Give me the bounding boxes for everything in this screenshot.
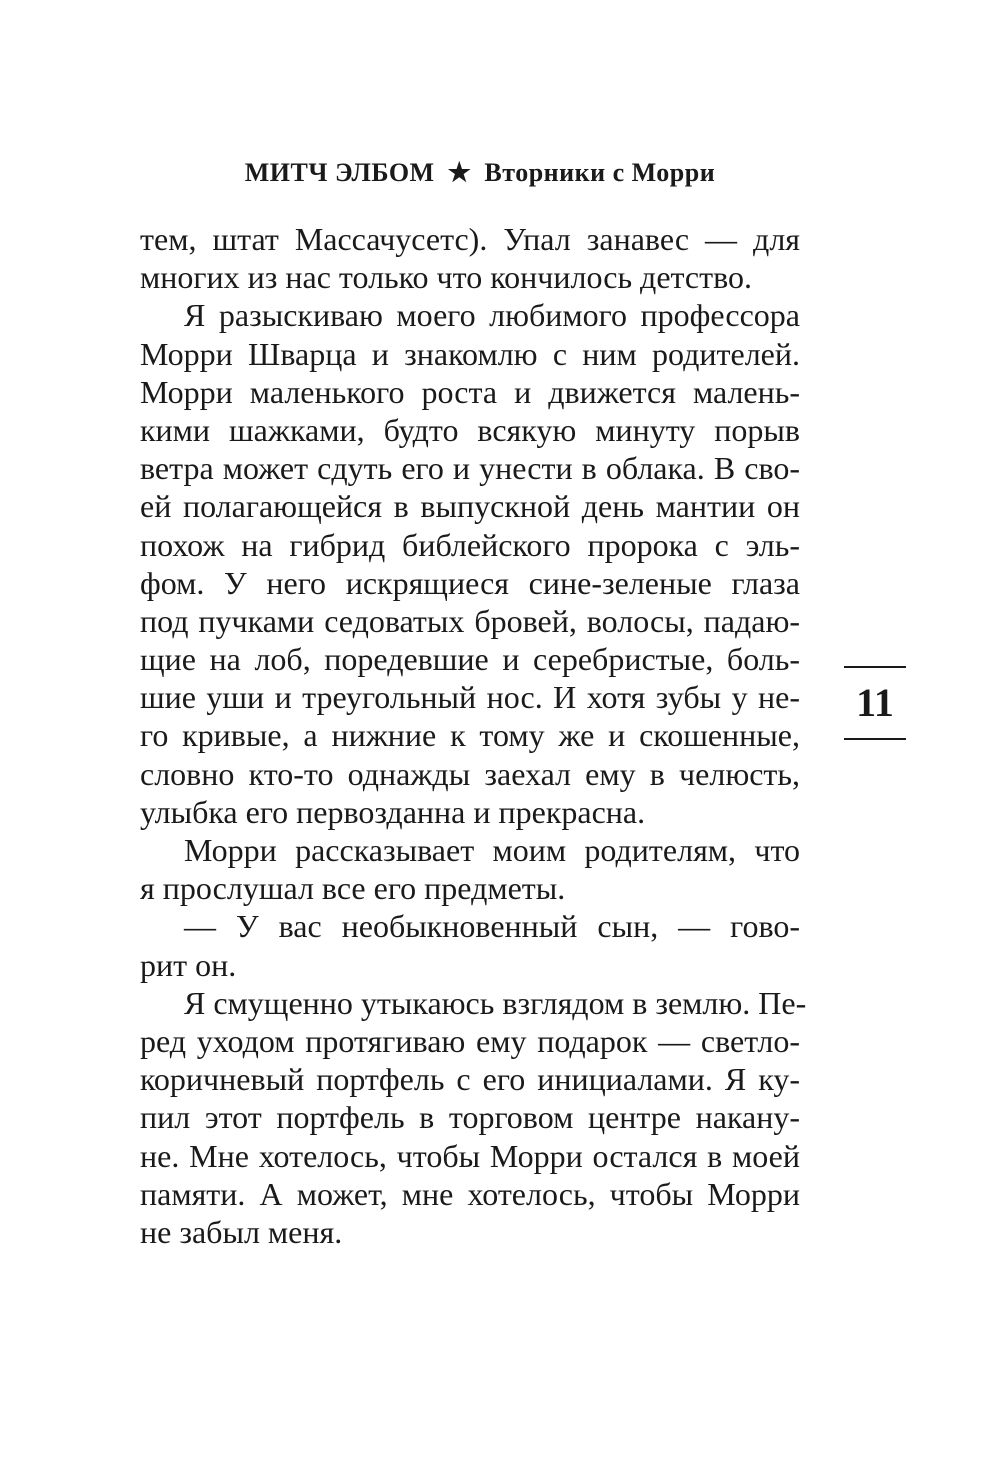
text-line: улыбка его первозданна и прекрасна. [140,793,646,830]
text-line: не забыл меня. [140,1213,343,1250]
text-line: — У вас необыкновенный сын, — гово- [184,908,800,945]
text-line: Морри маленького роста и движется малень- [140,373,800,410]
text-line: ред уходом протягиваю ему подарок — светло- [140,1022,800,1059]
page-number: 11 [856,680,894,725]
text-line: щие на лоб, поредевшие и серебристые, боль- [140,641,800,678]
text-line: памяти. А может, мне хотелось, чтобы Морри [140,1175,800,1212]
running-head [140,158,820,188]
star-icon: ★ [447,158,472,187]
header-title: Вторники с Морри [484,158,716,187]
text-line: тем, штат Массачусетс). Упал занавес — для [140,221,800,257]
text-line: рит он. [140,946,237,983]
text-line: Я разыскиваю моего любимого профессора [184,297,800,334]
text-line: Я смущенно утыкаюсь взглядом в землю. Пе- [184,984,807,1021]
text-line: я прослушал все его предметы. [140,870,566,907]
page-folio [844,666,906,740]
text-line: шие уши и треугольный нос. И хотя зубы у не- [140,679,800,716]
folio-bottom-rule [844,738,906,740]
body-text [140,220,807,1251]
text-line: коричневый портфель с его инициалами. Я ку- [140,1061,800,1098]
header-author: МИТЧ ЭЛБОМ [244,158,435,187]
text-line: ветра может сдуть его и унести в облака. В сво- [140,450,800,487]
text-line: кими шажками, будто всякую минуту порыв [140,411,800,448]
text-line: похож на гибрид библейского пророка с эль- [140,526,800,563]
text-line: не. Мне хотелось, чтобы Морри остался в моей [140,1137,800,1174]
text-line: ей полагающейся в выпускной день мантии он [140,488,800,525]
text-line: фом. У него искрящиеся сине-зеленые глаза [140,564,800,601]
text-line: Морри рассказывает моим родителям, что [184,832,800,868]
text-line: пил этот портфель в торговом центре накану- [140,1099,800,1136]
text-line: многих из нас только что кончилось детство. [140,259,752,296]
text-line: го кривые, а нижние к тому же и скошенные, [140,717,800,754]
text-line: Морри Шварца и знакомлю с ним родителей. [140,335,800,372]
text-line: словно кто-то однажды заехал ему в челюсть, [140,755,800,792]
text-line: под пучками седоватых бровей, волосы, падаю- [140,602,800,639]
